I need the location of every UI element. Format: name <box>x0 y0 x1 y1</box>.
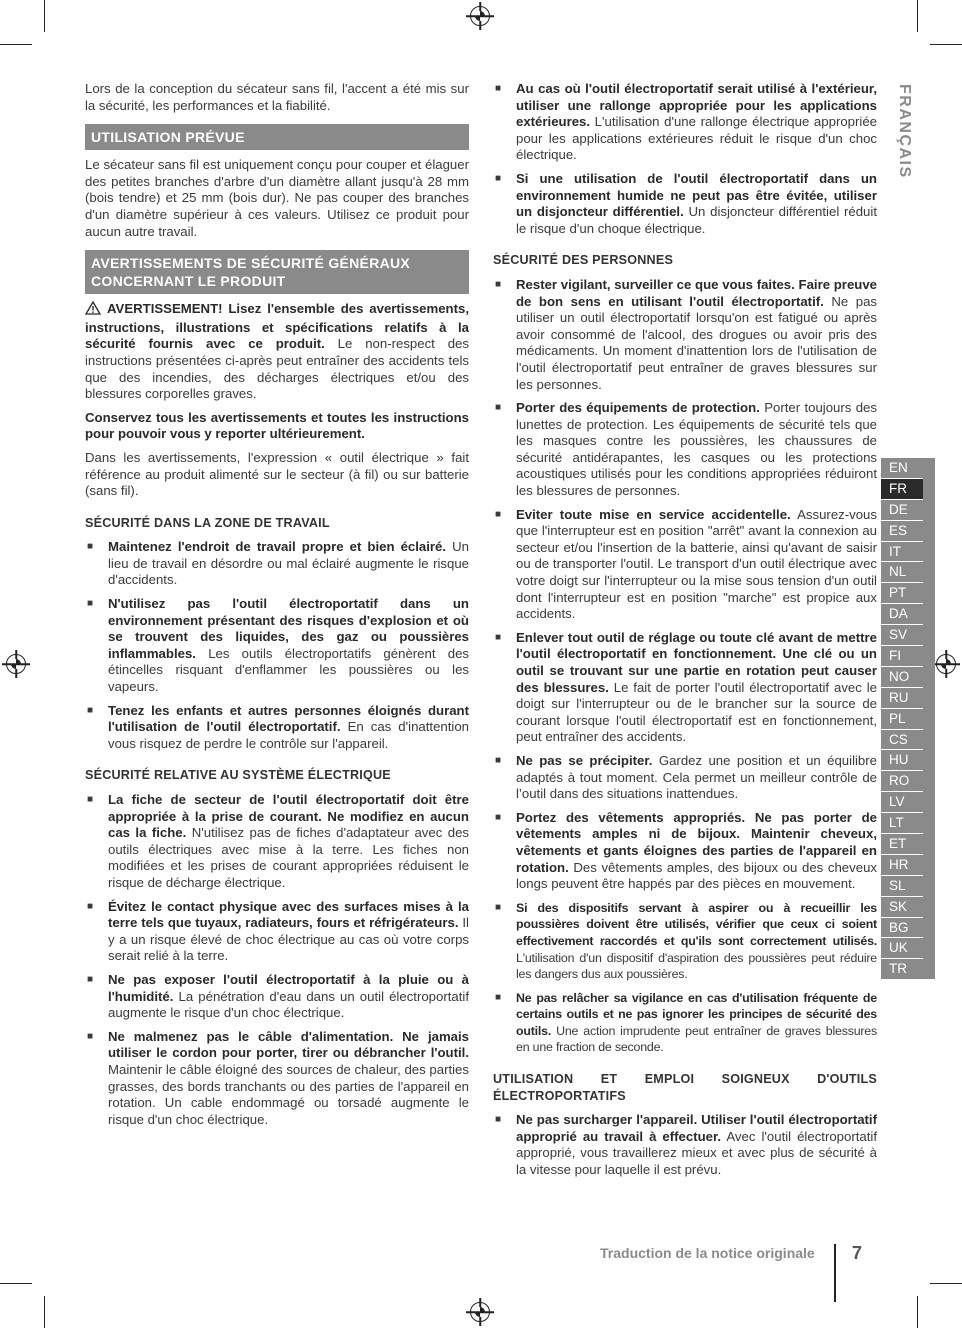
right-column <box>493 81 877 1186</box>
language-tab-fi: FI <box>881 646 923 667</box>
language-tab-es: ES <box>881 521 923 542</box>
language-tab-pt: PT <box>881 583 923 604</box>
language-tab-de: DE <box>881 500 923 521</box>
language-tab-cs: CS <box>881 730 923 751</box>
list-item: ■ Porter des équipements de protection. Porter toujours des lunettes de protection. Les équipements de sécurité tels que les masques contre les poussières, les chaussures de sécurité antidérapantes, les casques ou les protections acoustiques utilisés pour les conditions appropriées réduiront les blessures de personnes. <box>493 400 877 500</box>
language-tab-sv: SV <box>881 625 923 646</box>
list-item: ■ Si une utilisation de l'outil électroportatif dans un environnement humide ne peut pas être évitée, utiliser un disjoncteur différentiel. Un disjoncteur différentiel réduit le risque d'un choque électrique. <box>493 171 877 237</box>
list-item: ■ Au cas où l'outil électroportatif serait utilisé à l'extérieur, utiliser une rallonge appropriée pour les applications extérieures. L'utilisation d'une rallonge électrique appropriée pour les applications extérieures réduit le risque d'un choc électrique. <box>493 81 877 164</box>
left-column <box>85 81 469 1135</box>
page-number: 7 <box>852 1243 863 1263</box>
list-item: ■ Portez des vêtements appropriés. Ne pas porter de vêtements amples ni de bijoux. Maintenir cheveux, vêtements et gants éloignes des parties de l'appareil en rotation. Des vêtements amples, des bijoux ou des cheveux longs peuvent être happés par des pièces en mouvement. <box>493 810 877 893</box>
tool-care-list <box>493 1112 877 1178</box>
language-tab-hu: HU <box>881 750 923 771</box>
language-tab-no: NO <box>881 667 923 688</box>
crop-mark <box>0 44 32 45</box>
list-item: ■ Ne pas surcharger l'appareil. Utiliser l'outil électroportatif approprié au travail à effectuer. Avec l'outil électroportatif approprié, vous travaillerez mieux et avec plus de sécurité à la vitesse pour laquelle il est prévu. <box>493 1112 877 1178</box>
list-item: ■ N'utilisez pas l'outil électroportatif dans un environnement présentant des risques d'explosion et où se trouvent des liquides, des gaz ou poussières inflammables. Les outils électroportatifs génèrent des étincelles risquant d'enflammer les poussières ou les vapeurs. <box>85 596 469 696</box>
registration-mark-icon <box>936 654 956 674</box>
subheading-tool-care: UTILISATION ET EMPLOI SOIGNEUX D'OUTILS ÉLECTROPORTATIFS <box>493 1072 877 1103</box>
crop-mark <box>930 1283 962 1284</box>
language-tab-it: IT <box>881 542 923 563</box>
language-side-title: FRANÇAIS <box>896 84 913 179</box>
registration-mark-icon <box>470 6 490 26</box>
subheading-electrical-safety: SÉCURITÉ RELATIVE AU SYSTÈME ÉLECTRIQUE <box>85 768 391 783</box>
section-heading-safety-warnings: AVERTISSEMENTS DE SÉCURITÉ GÉNÉRAUX CONCERNANT LE PRODUIT <box>85 250 469 294</box>
list-item: ■ La fiche de secteur de l'outil électroportatif doit être appropriée à la prise de courant. Ne modifiez en aucun cas la fiche. N'utilisez pas de fiches d'adaptateur avec des outils électriques avec mise à la terre. Les fiches non modifiées et les prises de courant appropriées réduisent le risque de décharge électrique. <box>85 792 469 892</box>
list-item: ■ Eviter toute mise en service accidentelle. Assurez-vous que l'interrupteur est en position "arrêt" avant la connexion au secteur et/ou l'insertion de la batterie, ainsi qu'avant de saisir ou de transporter l'outil. Le transport d'un outil électrique avec votre doigt sur l'interrupteur ou la mise sous tension d'un outil dont l'interrupteur est en position "marche" est propice aux accidents. <box>493 507 877 623</box>
list-item: ■ Si des dispositifs servant à aspirer ou à recueillir les poussières doivent être utilisés, vérifier que ceux ci soient effectivement raccordés et qu'ils sont correctement utilisés. L'utilisation d'un dispositif d'aspiration des poussières peut réduire les dangers dus aux poussières. <box>493 900 877 983</box>
language-tab-uk: UK <box>881 938 923 959</box>
crop-mark <box>0 1283 32 1284</box>
warning-triangle-icon <box>85 301 101 320</box>
crop-mark <box>917 1296 918 1328</box>
crop-mark <box>930 44 962 45</box>
language-tab-pl: PL <box>881 709 923 730</box>
language-tab-ru: RU <box>881 688 923 709</box>
registration-mark-icon <box>6 654 26 674</box>
list-item: ■ Ne pas exposer l'outil électroportatif à la pluie ou à l'humidité. La pénétration d'eau dans un outil électroportatif augmente le risque d'un choc électrique. <box>85 972 469 1022</box>
crop-mark <box>917 0 918 32</box>
language-tab-en: EN <box>881 458 923 479</box>
language-tab-da: DA <box>881 604 923 625</box>
language-tab-et: ET <box>881 834 923 855</box>
electrical-safety-list <box>85 792 469 1128</box>
language-tab-fr: FR <box>881 479 923 500</box>
language-tab-sl: SL <box>881 876 923 897</box>
language-tab-tr: TR <box>889 961 907 977</box>
crop-mark <box>44 0 45 32</box>
list-item: ■ Ne pas se précipiter. Gardez une position et un équilibre adaptés à tout moment. Cela permet un meilleur contrôle de l’outil dans des situations inattendues. <box>493 753 877 803</box>
intended-use-paragraph: Le sécateur sans fil est uniquement conçu pour couper et élaguer des petites branches d'arbre d'un diamètre allant jusqu'à 28 mm (bois tendre) et 25 mm (bois dur). Ne pas couper des branches d'un diamètre supérieur à ces valeurs. Utilisez ce produit pour aucun autre travail. <box>85 157 469 239</box>
language-tab-sk: SK <box>881 897 923 918</box>
footer-translation-note: Traduction de la notice originale <box>600 1245 815 1261</box>
list-item: ■ Ne pas relâcher sa vigilance en cas d'utilisation fréquente de certains outils et ne pas ignorer les principes de sécurité des outils. Une action imprudente peut entraîner de graves blessures en une fraction de seconde. <box>493 990 877 1056</box>
crop-mark <box>44 1296 45 1328</box>
list-item: ■ Tenez les enfants et autres personnes éloignés durant l'utilisation de l'outil électroportatif. En cas d'inattention vous risquez de perdre le contrôle sur l'appareil. <box>85 703 469 753</box>
list-item: ■ Maintenez l'endroit de travail propre et bien éclairé. Un lieu de travail en désordre ou mal éclairé augmente le risque d'accidents. <box>85 539 469 589</box>
list-item: ■ Évitez le contact physique avec des surfaces mises à la terre tels que tuyaux, radiateurs, fours et réfrigérateurs. Il y a un risque élevé de choc électrique au cas où votre corps serait relié à la terre. <box>85 899 469 965</box>
language-tab-lv: LV <box>881 792 923 813</box>
personal-safety-list <box>493 277 877 1056</box>
warning-text: Le non-respect des instructions présentées ci-après peut entraîner des accidents tels que des incendies, des décharges électriques et/ou des blessures corporelles graves. <box>85 336 469 402</box>
subheading-personal-safety: SÉCURITÉ DES PERSONNES <box>493 253 674 268</box>
electrical-safety-list-continued <box>493 81 877 237</box>
warning-paragraph <box>85 301 469 403</box>
language-tab-lt: LT <box>881 813 923 834</box>
list-item: ■ Rester vigilant, surveiller ce que vous faites. Faire preuve de bon sens en utilisant l'outil électroportatif. Ne pas utiliser un outil électroportatif lorsqu'on est fatigué ou après avoir consommé de l'alcool, des drogues ou avoir pris des médicaments. Un moment d'inattention lors de l'utilisation de l'outil électroportatif peut entraîner de graves blessures sur les personnes. <box>493 277 877 393</box>
registration-mark-icon <box>470 1302 490 1322</box>
list-item: ■ Ne malmenez pas le câble d'alimentation. Ne jamais utiliser le cordon pour porter, tirer ou débrancher l'outil. Maintenir le câble éloigné des sources de chaleur, des parties grasses, des bords tranchants ou des parties de l'appareil en rotation. Un cable endommagé ou torsadé augmente le risque d'un choc électrique. <box>85 1029 469 1129</box>
language-tab-hr: HR <box>881 855 923 876</box>
section-heading-intended-use: UTILISATION PRÉVUE <box>85 124 469 150</box>
language-tab-nl: NL <box>881 562 923 583</box>
warning-bold-text: AVERTISSEMENT! Lisez l'ensemble des avertissements, instructions, illustrations et spécifications relatifs à la sécurité fournis avec ce produit. <box>85 301 469 352</box>
work-area-list <box>85 539 469 752</box>
keep-instructions: Conservez tous les avertissements et toutes les instructions pour pouvoir vous y reporter ultérieurement. <box>85 409 469 442</box>
language-tab-ro: RO <box>881 771 923 792</box>
term-definition: Dans les avertissements, l'expression « outil électrique » fait référence au produit alimenté sur le secteur (à fil) ou sur batterie (sans fil). <box>85 449 469 499</box>
list-item: ■ Enlever tout outil de réglage ou toute clé avant de mettre l'outil électroportatif en fonctionnement. Une clé ou un outil se trouvant sur une partie en rotation peut causer des blessures. Le fait de porter l'outil électroportatif avec le doigt sur l'interrupteur ou de le brancher sur la source de courant lorsque l'outil électroportatif est en fonctionnement, peut entraîner des accidents. <box>493 630 877 746</box>
footer-divider <box>834 1244 836 1302</box>
intro-paragraph: Lors de la conception du sécateur sans fil, l'accent a été mis sur la sécurité, les performances et la fiabilité. <box>85 81 469 113</box>
subheading-work-area: SÉCURITÉ DANS LA ZONE DE TRAVAIL <box>85 515 330 530</box>
language-tab-bg: BG <box>881 918 923 939</box>
language-index <box>881 458 935 979</box>
